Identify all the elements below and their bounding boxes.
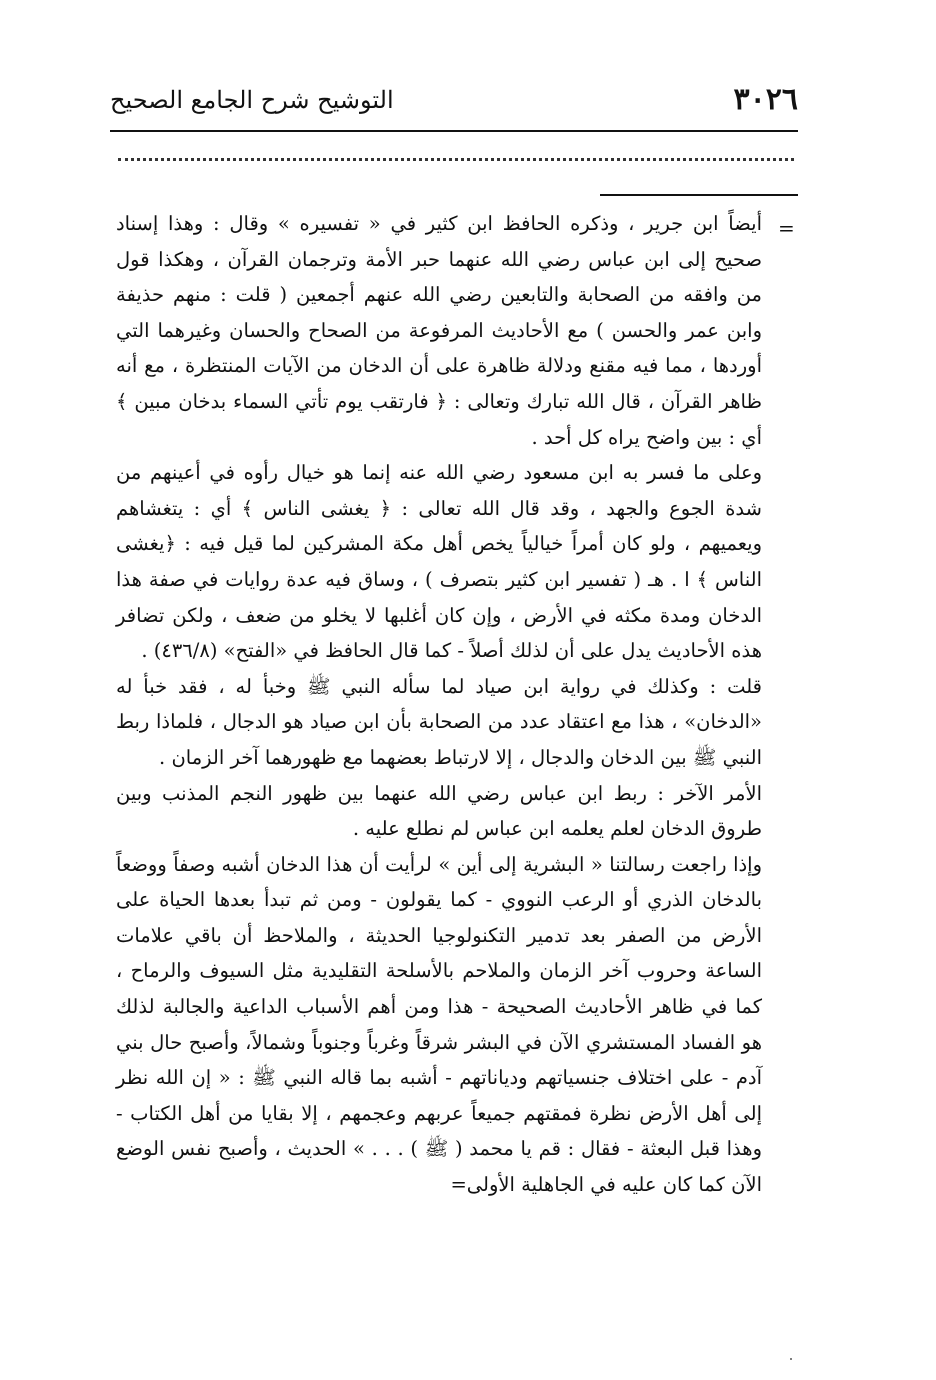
continuation-mark: = <box>778 216 795 240</box>
footnote-paragraph: قلت : وكذلك في رواية ابن صياد لما سأله النبي ﷺ وخبأ له ، فقد خبأ له «الدخان» ، هذا مع اعتقاد عدد من الصحابة بأن ابن صياد هو الدجال ، فلماذا ربط النبي ﷺ بين الدخان والدجال ، إلا لارتباط بعضهما مع ظهورهما آخر الزمان . <box>116 674 762 769</box>
header-rule <box>110 130 798 132</box>
footnote-paragraph: أيضاً ابن جرير ، وذكره الحافظ ابن كثير في « تفسيره » وقال : وهذا إسناد صحيح إلى ابن عباس رضي الله عنهما حبر الأمة وترجمان القرآن ، وهكذا قول من وافقه من الصحابة والتابعين رضي الله عنهم أجمعين ( قلت : منهم حذيفة وابن عمر والحسن ) مع الأحاديث المرفوعة من الصحاح والحسان وغيرهما التي أوردها ، مما فيه مقنع ودلالة ظاهرة على أن الدخان من الآيات المنتظرة ، مع أنه ظاهر القرآن ، قال الله تبارك وتعالى : ﴿ فارتقب يوم تأتي السماء بدخان مبين ﴾ أي : بين واضح يراه كل أحد . <box>116 212 762 449</box>
running-title: التوشيح شرح الجامع الصحيح <box>110 86 394 114</box>
page-number: ٣٠٢٦ <box>733 82 798 117</box>
dotted-separator <box>118 158 794 161</box>
footnote-paragraph: الأمر الآخر : ربط ابن عباس رضي الله عنهما بين ظهور النجم المذنب وبين طروق الدخان لعلم يعلمه ابن عباس لم نطلع عليه . <box>116 781 762 841</box>
footnote-rule <box>600 194 798 196</box>
footnote-paragraph: وإذا راجعت رسالتنا « البشرية إلى أين » لرأيت أن هذا الدخان أشبه وصفاً ووضعاً بالدخان الذري أو الرعب النووي - كما يقولون - ومن ثم تبدأ بعدها الحياة على الأرض من الصفر بعد تدمير التكنولوجيا الحديثة ، والملاحظ أن باقي علامات الساعة وحروب آخر الزمان والملاحم بالأسلحة التقليدية مثل السيوف والرماح ، كما في ظاهر الأحاديث الصحيحة - هذا ومن أهم الأسباب الداعية والجالبة لذلك هو الفساد المستشري الآن في البشر شرقاً وغرباً وجنوباً وشمالاً، وأصبح حال بني آدم - على اختلاف جنسياتهم ودياناتهم - أشبه بما قاله النبي ﷺ : « إن الله نظر إلى أهل الأرض نظرة فمقتهم جميعاً عربهم وعجمهم ، إلا بقايا من أهل الكتاب - وهذا قبل البعثة - فقال : قم يا محمد ( ﷺ ) . . . » الحديث ، وأصبح نفس الوضع الآن كما كان عليه في الجاهلية الأولى= <box>116 852 762 1197</box>
footnote-body <box>116 206 762 1203</box>
page-header <box>110 80 798 128</box>
page-speck <box>790 1358 792 1360</box>
footnote-paragraph: وعلى ما فسر به ابن مسعود رضي الله عنه إنما هو خيال رأوه في أعينهم من شدة الجوع والجهد ، وقد قال الله تعالى : ﴿ يغشى الناس ﴾ أي : يتغشاهم ويعميهم ، ولو كان أمراً خيالياً يخص أهل مكة المشركين لما قيل فيه : ﴿يغشى الناس ﴾ ا . هـ ( تفسير ابن كثير بتصرف ) ، وساق فيه عدة روايات في صفة هذا الدخان ومدة مكثه في الأرض ، وإن كان أغلبها لا يخلو من ضعف ، ولكن تضافر هذه الأحاديث يدل على أن لذلك أصلاً - كما قال الحافظ في «الفتح» (٤٣٦/٨) . <box>116 461 762 663</box>
